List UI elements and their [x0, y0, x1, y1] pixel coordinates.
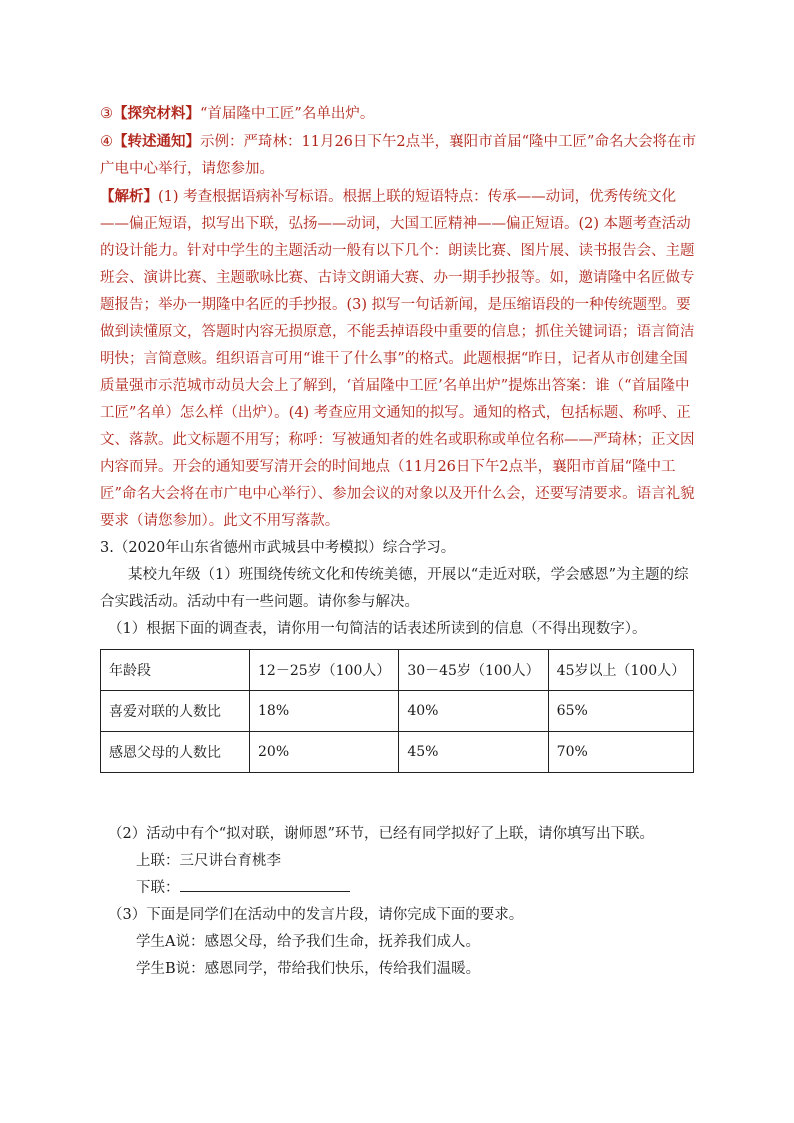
- analysis-tag: 【解析】: [100, 188, 158, 205]
- item4-number: ④: [100, 134, 113, 150]
- question3-sub3: （3）下面是同学们在活动中的发言片段，请你完成下面的要求。: [108, 907, 524, 923]
- item3-text: “首届隆中工匠”名单出炉。: [200, 106, 375, 122]
- table-header-cell: 12－25岁（100人）: [250, 650, 399, 691]
- item3-number: ③: [100, 106, 113, 122]
- question3-sub2: （2）活动中有个“拟对联，谢师恩”环节，已经有同学拟好了上联，请你填写出下联。: [108, 826, 655, 842]
- student-a-quote: 学生A说：感恩父母，给予我们生命，抚养我们成人。: [136, 934, 480, 950]
- student-b-quote: 学生B说：感恩同学，带给我们快乐，传给我们温暖。: [136, 961, 481, 977]
- item4-text: 示例：严琦林：11月26日下午2点半，襄阳市首届“隆中工匠”命名大会将在市广电中心举行，请您参加。: [100, 134, 696, 177]
- table-header-cell: 年龄段: [101, 650, 250, 691]
- spacer: [100, 773, 700, 821]
- table-header-row: [101, 650, 694, 691]
- lower-couplet-line: [100, 875, 700, 902]
- answer-item-4: [100, 128, 700, 183]
- analysis-paragraph: [100, 183, 700, 535]
- table-cell: 喜爱对联的人数比: [101, 691, 250, 732]
- item3-tag: 【探究材料】: [113, 105, 200, 122]
- table-header-cell: 45岁以上（100人）: [548, 650, 693, 691]
- table-cell: 40%: [399, 691, 548, 732]
- answer-item-3: [100, 100, 700, 128]
- table-cell: 18%: [250, 691, 399, 732]
- table-cell: 20%: [250, 732, 399, 773]
- table-cell: 感恩父母的人数比: [101, 732, 250, 773]
- upper-couplet: 上联：三尺讲台育桃李: [136, 853, 281, 869]
- survey-table: [100, 649, 694, 773]
- document-page: [100, 100, 700, 983]
- item4-tag: 【转述通知】: [113, 133, 200, 150]
- table-cell: 45%: [399, 732, 548, 773]
- question3-intro: 某校九年级（1）班围绕传统文化和传统美德，开展以“走近对联，学会感恩”为主题的综合实践活动。活动中有一些问题。请你参与解决。: [100, 567, 689, 610]
- analysis-text: (1) 考查根据语病补写标语。根据上联的短语特点：传承——动词，优秀传统文化——偏正短语，拟写出下联，弘扬——动词，大国工匠精神——偏正短语。(2) 本题考查活动的设计能力。针对中学生的主题活动一般有以下几个：朗读比赛、图片展、读书报告会、主题班会、演讲比赛、主题歌咏比赛、古诗文朗诵大赛、办一期手抄报等。如，邀请隆中名匠做专题报告；举办一期隆中名匠的手抄报。(3) 拟写一句话新闻，是压缩语段的一种传统题型。要做到读懂原文，答题时内容无损原意，不能丢掉语段中重要的信息；抓住关键词语；语言简洁明快；言简意赅。组织语言可用“谁干了什么事”的格式。此题根据“昨日，记者从市创建全国质量强市示范城市动员大会上了解到，‘首届隆中工匠’名单出炉”提炼出答案：谁（“首届隆中工匠”名单）怎么样（出炉）。(4) 考查应用文通知的拟写。通知的格式，包括标题、称呼、正文、落款。此文标题不用写；称呼：写被通知者的姓名或职称或单位名称——严琦林；正文因内容而异。开会的通知要写清开会的时间地点（11月26日下午2点半，襄阳市首届“隆中工匠”命名大会将在市广电中心举行）、参加会议的对象以及开什么会，还要写清要求。语言礼貌要求（请您参加）。此文不用写落款。: [100, 189, 695, 529]
- table-cell: 70%: [548, 732, 693, 773]
- table-row: [101, 732, 694, 773]
- question3-header: 3.（2020年山东省德州市武城县中考模拟）综合学习。: [100, 540, 456, 556]
- table-cell: 65%: [548, 691, 693, 732]
- lower-couplet-label: 下联：: [136, 880, 180, 896]
- table-row: [101, 691, 694, 732]
- question3-sub1: （1）根据下面的调查表，请你用一句简洁的话表述所读到的信息（不得出现数字）。: [108, 621, 647, 637]
- lower-couplet-blank[interactable]: [180, 875, 350, 892]
- table-header-cell: 30－45岁（100人）: [399, 650, 548, 691]
